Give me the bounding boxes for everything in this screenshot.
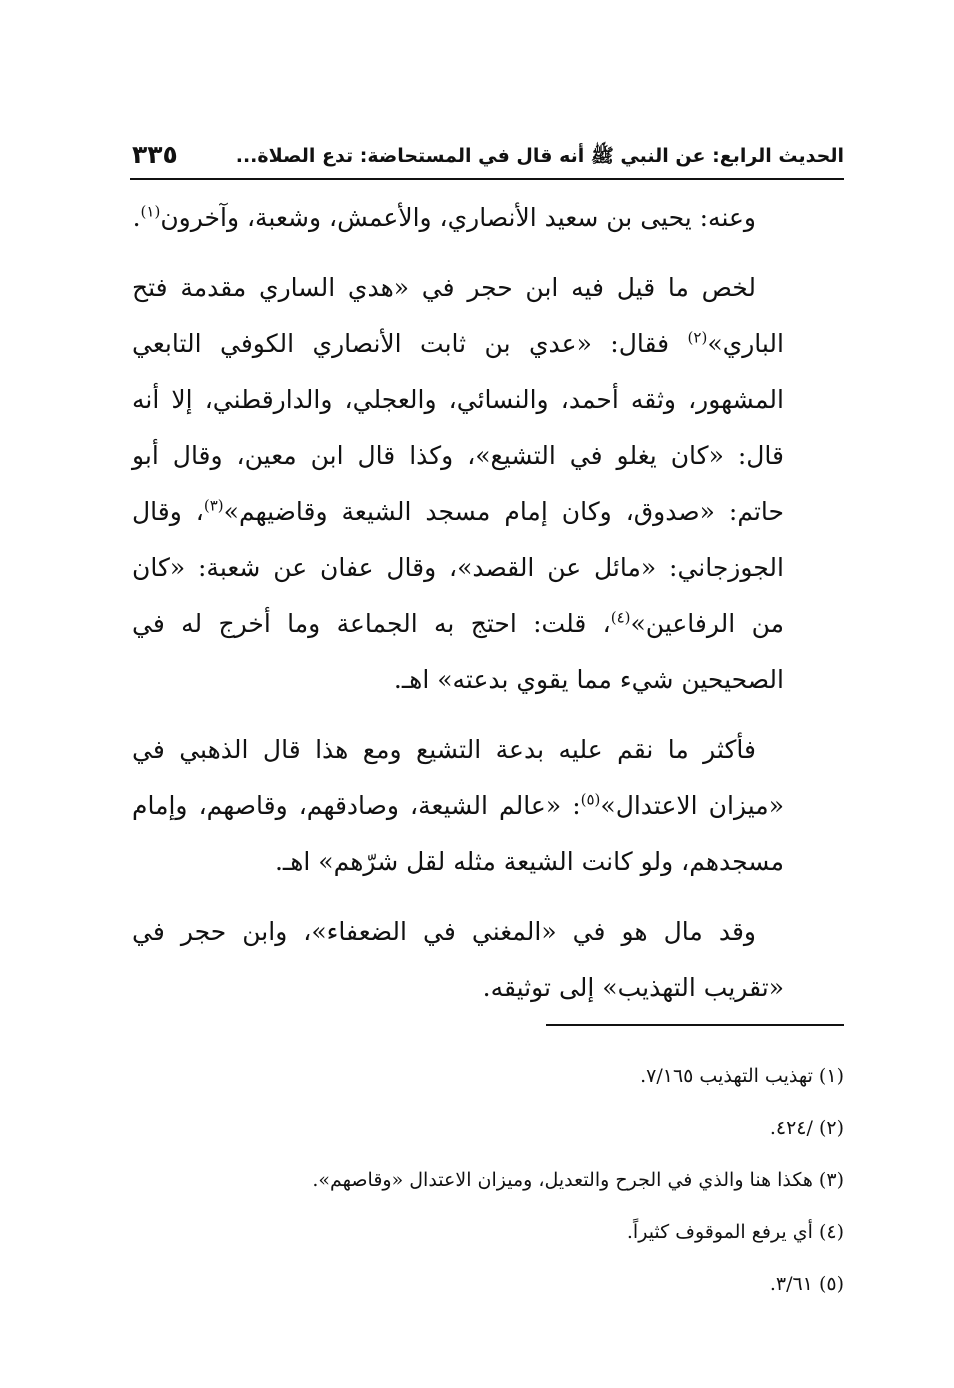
footnote-4: (٤) أي يرفع الموقوف كثيراً.	[626, 1221, 844, 1243]
paragraph-text: فأكثر ما نقم عليه بدعة التشيع ومع هذا قال الذهبي في «ميزان الاعتدال»	[132, 735, 784, 820]
footnotes	[132, 1050, 844, 1310]
footnote-mark[interactable]: (٢)	[687, 328, 708, 347]
footnote-5: (٥) ٣/٦١.	[769, 1273, 844, 1295]
paragraph-text: .	[132, 203, 141, 232]
header-divider	[130, 178, 844, 180]
running-header	[130, 140, 844, 180]
footnote-mark[interactable]: (٤)	[610, 608, 631, 627]
page-number: ٣٣٥	[132, 140, 178, 169]
paragraph-1	[132, 190, 784, 246]
paragraph-text: : «عالم الشيعة، وصادقهم، وقاصهم، وإمام مسجدهم، ولو كانت الشيعة مثله لقل شرّهم» اهـ.	[132, 791, 784, 876]
header-title: الحديث الرابع: عن النبي ﷺ أنه قال في المستحاضة: تدع الصلاة...	[235, 145, 844, 167]
paragraph-4	[132, 904, 784, 1016]
paragraph-text: ، قلت: احتج به الجماعة وما أخرج له في الصحيحين شيء مما يقوي بدعته» اهـ.	[132, 609, 784, 694]
footnote-mark[interactable]: (١)	[140, 202, 161, 221]
paragraph-2	[132, 260, 784, 708]
paragraph-3	[132, 722, 784, 890]
footnote-1: (١) تهذيب التهذيب ٧/١٦٥.	[640, 1065, 844, 1087]
paragraph-text: ، وقال الجوزجاني: «مائل عن القصد»، وقال عفان عن شعبة: «كان من الرفاعين»	[132, 497, 784, 638]
paragraph-text: وعنه: يحيى بن سعيد الأنصاري، والأعمش، وشعبة، وآخرون	[160, 203, 756, 232]
paragraph-text: لخص ما قيل فيه ابن حجر في «هدي الساري مقدمة فتح الباري»	[132, 273, 784, 358]
footnote-2: (٢) /٤٢٤.	[769, 1117, 844, 1139]
footnote-divider	[546, 1024, 844, 1026]
footnote-mark[interactable]: (٥)	[580, 790, 601, 809]
paragraph-text: فقال: «عدي بن ثابت الأنصاري الكوفي التابعي المشهور، وثقه أحمد، والنسائي، والعجلي، والدارقطني، إلا أنه قال: «كان يغلو في التشيع»، وكذا قال ابن معين، وقال أبو حاتم: «صدوق، وكان إمام مسجد الشيعة وقاضيهم»	[132, 329, 784, 526]
paragraph-text: وقد مال هو في «المغني في الضعفاء»، وابن حجر في «تقريب التهذيب» إلى توثيقه.	[132, 917, 784, 1002]
footnote-mark[interactable]: (٣)	[203, 496, 224, 515]
footnote-3: (٣) هكذا هنا والذي في الجرح والتعديل، وميزان الاعتدال «وقاصهم».	[312, 1169, 844, 1191]
main-text	[132, 190, 784, 1030]
